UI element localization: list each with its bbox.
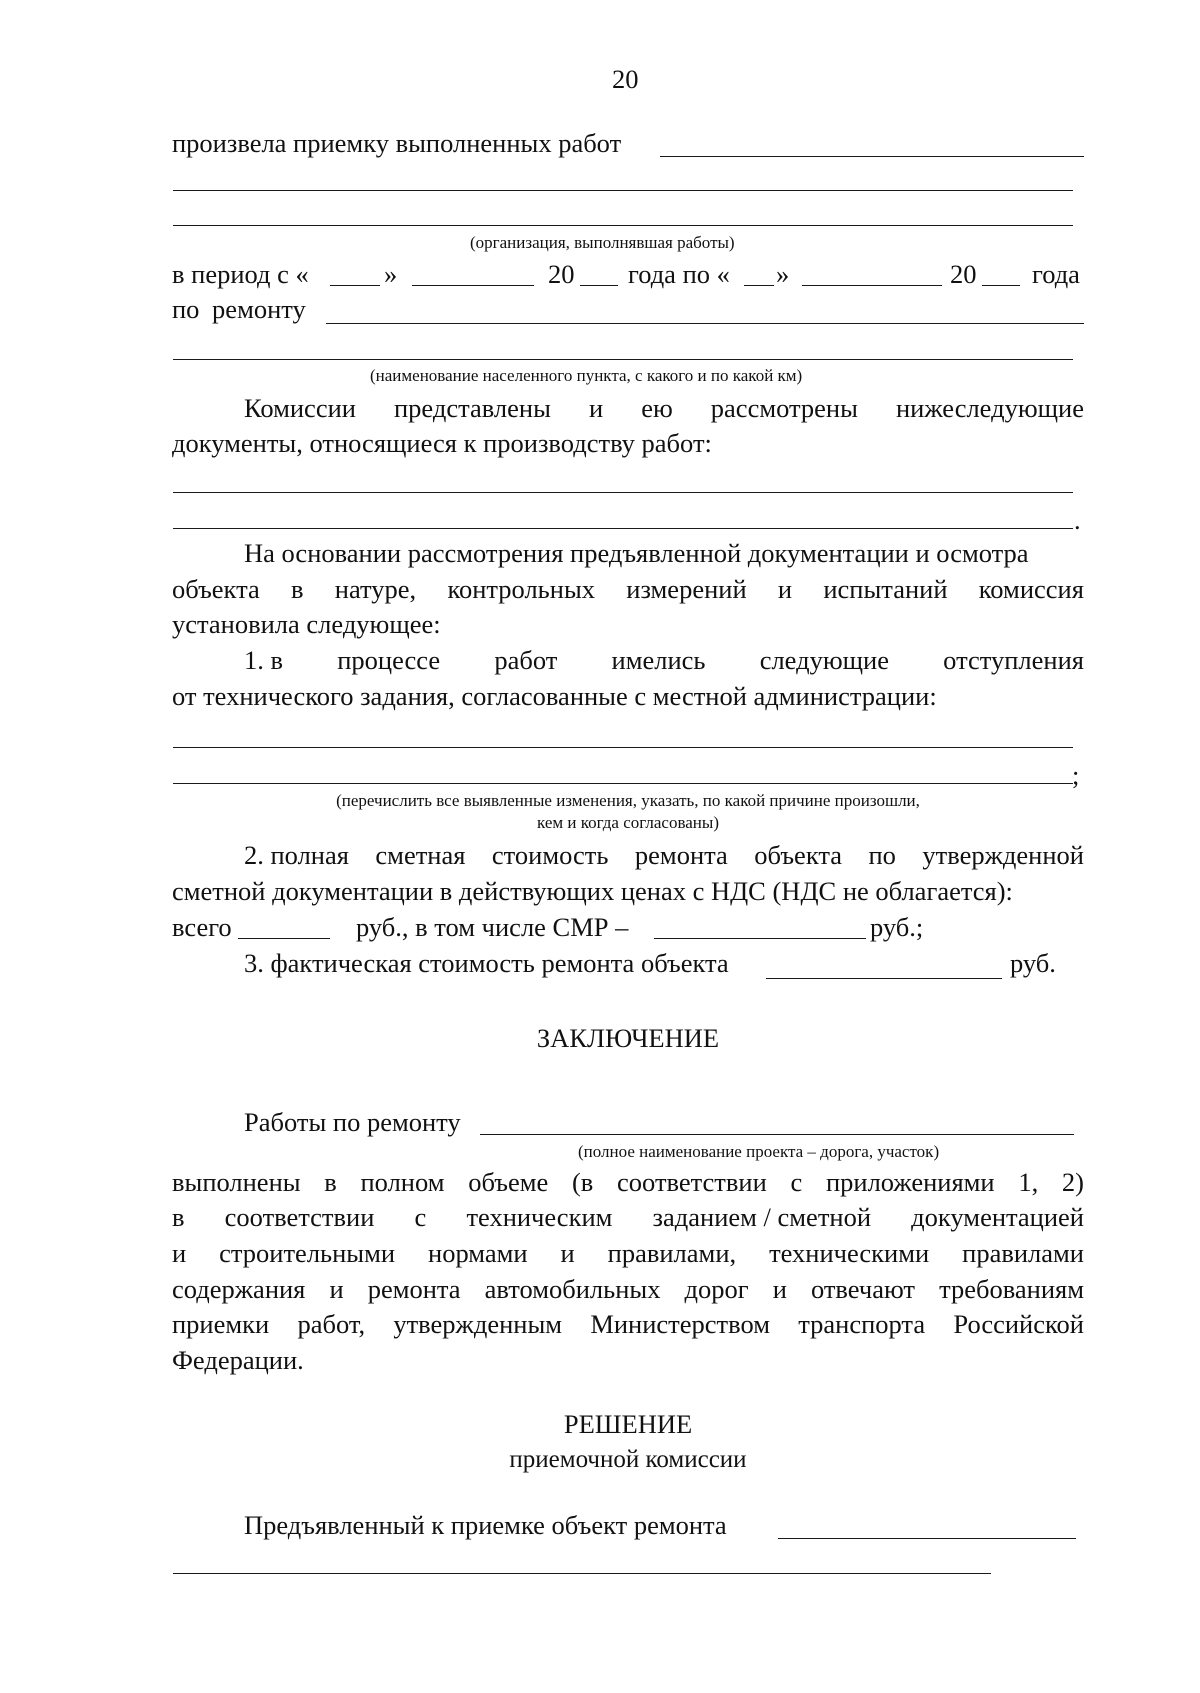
word: рассмотрены <box>710 393 858 423</box>
word: Комиссии <box>244 393 356 423</box>
documents-blank-1[interactable] <box>173 492 1073 493</box>
works-label: Работы по ремонту <box>244 1107 461 1137</box>
repair-label: по ремонту <box>172 294 306 324</box>
organization-blank-3[interactable] <box>173 225 1073 226</box>
period-start-year-prefix: 20 <box>548 259 575 289</box>
period-start-day-blank[interactable] <box>330 263 380 286</box>
word: 1. в <box>244 645 284 675</box>
word: строительными <box>219 1238 396 1268</box>
word: (в <box>571 1167 594 1197</box>
item-2-line-1 <box>244 840 1084 870</box>
word: соответствии <box>224 1202 375 1232</box>
word: ремонта <box>367 1274 461 1304</box>
decision-heading: РЕШЕНИЕ <box>563 1409 693 1439</box>
conclusion-line-5 <box>172 1309 1084 1339</box>
conclusion-line-6: Федерации. <box>172 1345 304 1375</box>
word: работ, <box>297 1309 366 1339</box>
word: и <box>329 1274 344 1304</box>
project-name-blank[interactable] <box>480 1134 1074 1135</box>
word: с <box>414 1202 427 1232</box>
deviations-semicolon: ; <box>1072 760 1080 790</box>
period-end-month-blank[interactable] <box>802 263 942 286</box>
word: и <box>777 574 793 604</box>
repair-blank-2[interactable] <box>173 359 1073 360</box>
word: и <box>772 1274 787 1304</box>
period-close-quote-2: » <box>776 259 790 289</box>
word: требованиям <box>939 1274 1084 1304</box>
word: правилами, <box>607 1238 737 1268</box>
period-end-year-blank[interactable] <box>982 263 1020 286</box>
word: и <box>560 1238 575 1268</box>
word: 1, <box>1018 1167 1039 1197</box>
word: документацией <box>911 1202 1084 1232</box>
word: стоимость <box>491 840 609 870</box>
deviations-blank-1[interactable] <box>173 747 1073 748</box>
period-start-year-blank[interactable] <box>580 263 618 286</box>
total-rub-including-smr: руб., в том числе СМР – <box>356 912 629 942</box>
caption-locality: (наименование населенного пункта, с какого и по какой км) <box>370 366 803 385</box>
period-prefix: в период с « <box>172 259 309 289</box>
word: и <box>172 1238 187 1268</box>
total-label: всего <box>172 912 232 942</box>
word: в <box>291 574 304 604</box>
decision-object-blank-1[interactable] <box>778 1538 1076 1539</box>
word: ею <box>641 393 673 423</box>
word: дорог <box>684 1274 749 1304</box>
organization-blank-2[interactable] <box>173 190 1073 191</box>
word: в <box>172 1202 185 1232</box>
period-goda: года <box>1032 259 1080 289</box>
word: утвержденным <box>393 1309 563 1339</box>
word: в <box>324 1167 337 1197</box>
item-1-line-1 <box>244 645 1084 675</box>
word: объекта <box>754 840 843 870</box>
word: полном <box>360 1167 445 1197</box>
word: Министерством <box>590 1309 770 1339</box>
actual-cost-rub: руб. <box>1010 948 1056 978</box>
word: с <box>790 1167 803 1197</box>
caption-project: (полное наименование проекта – дорога, участок) <box>578 1142 940 1161</box>
word: соответствии <box>617 1167 767 1197</box>
word: ремонта <box>634 840 728 870</box>
item-3-text: 3. фактическая стоимость ремонта объекта <box>244 948 729 978</box>
word: приемки <box>172 1309 270 1339</box>
word: автомобильных <box>484 1274 661 1304</box>
conclusion-line-4 <box>172 1274 1084 1304</box>
period-end-year-prefix: 20 <box>950 259 977 289</box>
conclusion-line-3 <box>172 1238 1084 1268</box>
organization-blank-1[interactable] <box>660 156 1084 157</box>
decision-text: Предъявленный к приемке объект ремонта <box>244 1510 727 1540</box>
word: техническими <box>769 1238 930 1268</box>
word: отступления <box>943 645 1084 675</box>
word: по <box>868 840 896 870</box>
total-amount-blank[interactable] <box>238 916 330 939</box>
conclusion-line-1 <box>172 1167 1084 1197</box>
deviations-blank-2[interactable] <box>173 783 1073 784</box>
conclusion-line-2 <box>172 1202 1084 1232</box>
documents-period-mark: . <box>1074 505 1081 535</box>
word: утвержденной <box>922 840 1084 870</box>
word: 2) <box>1061 1167 1084 1197</box>
period-line <box>172 259 1084 289</box>
caption-changes-line-2: кем и когда согласованы) <box>537 813 719 832</box>
word: 2. полная <box>244 840 349 870</box>
word: и <box>588 393 604 423</box>
documents-paragraph-line-1 <box>244 393 1084 423</box>
word: транспорта <box>798 1309 926 1339</box>
smr-amount-blank[interactable] <box>654 916 866 939</box>
word: техническим <box>466 1202 613 1232</box>
period-goda-po: года по « <box>628 259 730 289</box>
word: следующие <box>759 645 889 675</box>
word: сметная <box>375 840 466 870</box>
caption-changes-line-1: (перечислить все выявленные изменения, указать, по какой причине произошли, <box>336 791 920 810</box>
actual-cost-blank[interactable] <box>766 978 1002 979</box>
item-2-line-3 <box>172 912 1084 942</box>
word: контрольных <box>447 574 595 604</box>
word: измерений <box>626 574 747 604</box>
item-2-line-2: сметной документации в действующих ценах с НДС (НДС не облагается): <box>172 876 1013 906</box>
word: комиссия <box>978 574 1084 604</box>
decision-subheading: приемочной комиссии <box>509 1446 747 1473</box>
repair-blank-1[interactable] <box>326 323 1084 324</box>
page-number: 20 <box>612 64 639 94</box>
word: правилами <box>962 1238 1084 1268</box>
documents-paragraph-line-2: документы, относящиеся к производству работ: <box>172 428 712 458</box>
basis-paragraph-line-2 <box>172 574 1084 604</box>
word: объеме <box>468 1167 549 1197</box>
documents-blank-2[interactable] <box>173 528 1073 529</box>
word: представлены <box>394 393 551 423</box>
period-start-month-blank[interactable] <box>412 263 534 286</box>
word: заданием / сметной <box>652 1202 872 1232</box>
word: отвечают <box>810 1274 916 1304</box>
word: испытаний <box>823 574 948 604</box>
word: нижеследующие <box>895 393 1084 423</box>
decision-object-blank-2[interactable] <box>173 1573 991 1574</box>
word: Российской <box>953 1309 1084 1339</box>
word: содержания <box>172 1274 306 1304</box>
word: нормами <box>428 1238 528 1268</box>
period-close-quote: » <box>384 259 398 289</box>
conclusion-heading: ЗАКЛЮЧЕНИЕ <box>536 1023 720 1053</box>
item-1-line-2: от технического задания, согласованные с местной администрации: <box>172 681 937 711</box>
caption-organization: (организация, выполнявшая работы) <box>470 233 735 252</box>
period-end-day-blank[interactable] <box>744 263 774 286</box>
word: натуре, <box>334 574 417 604</box>
acceptance-line-label: произвела приемку выполненных работ <box>172 128 622 158</box>
word: имелись <box>611 645 706 675</box>
smr-rub: руб.; <box>870 912 924 942</box>
word: работ <box>494 645 558 675</box>
word: выполнены <box>172 1167 301 1197</box>
basis-paragraph-line-3: установила следующее: <box>172 609 441 639</box>
word: объекта <box>172 574 260 604</box>
word: процессе <box>337 645 441 675</box>
basis-paragraph-line-1: На основании рассмотрения предъявленной документации и осмотра <box>244 538 1029 568</box>
word: приложениями <box>825 1167 995 1197</box>
